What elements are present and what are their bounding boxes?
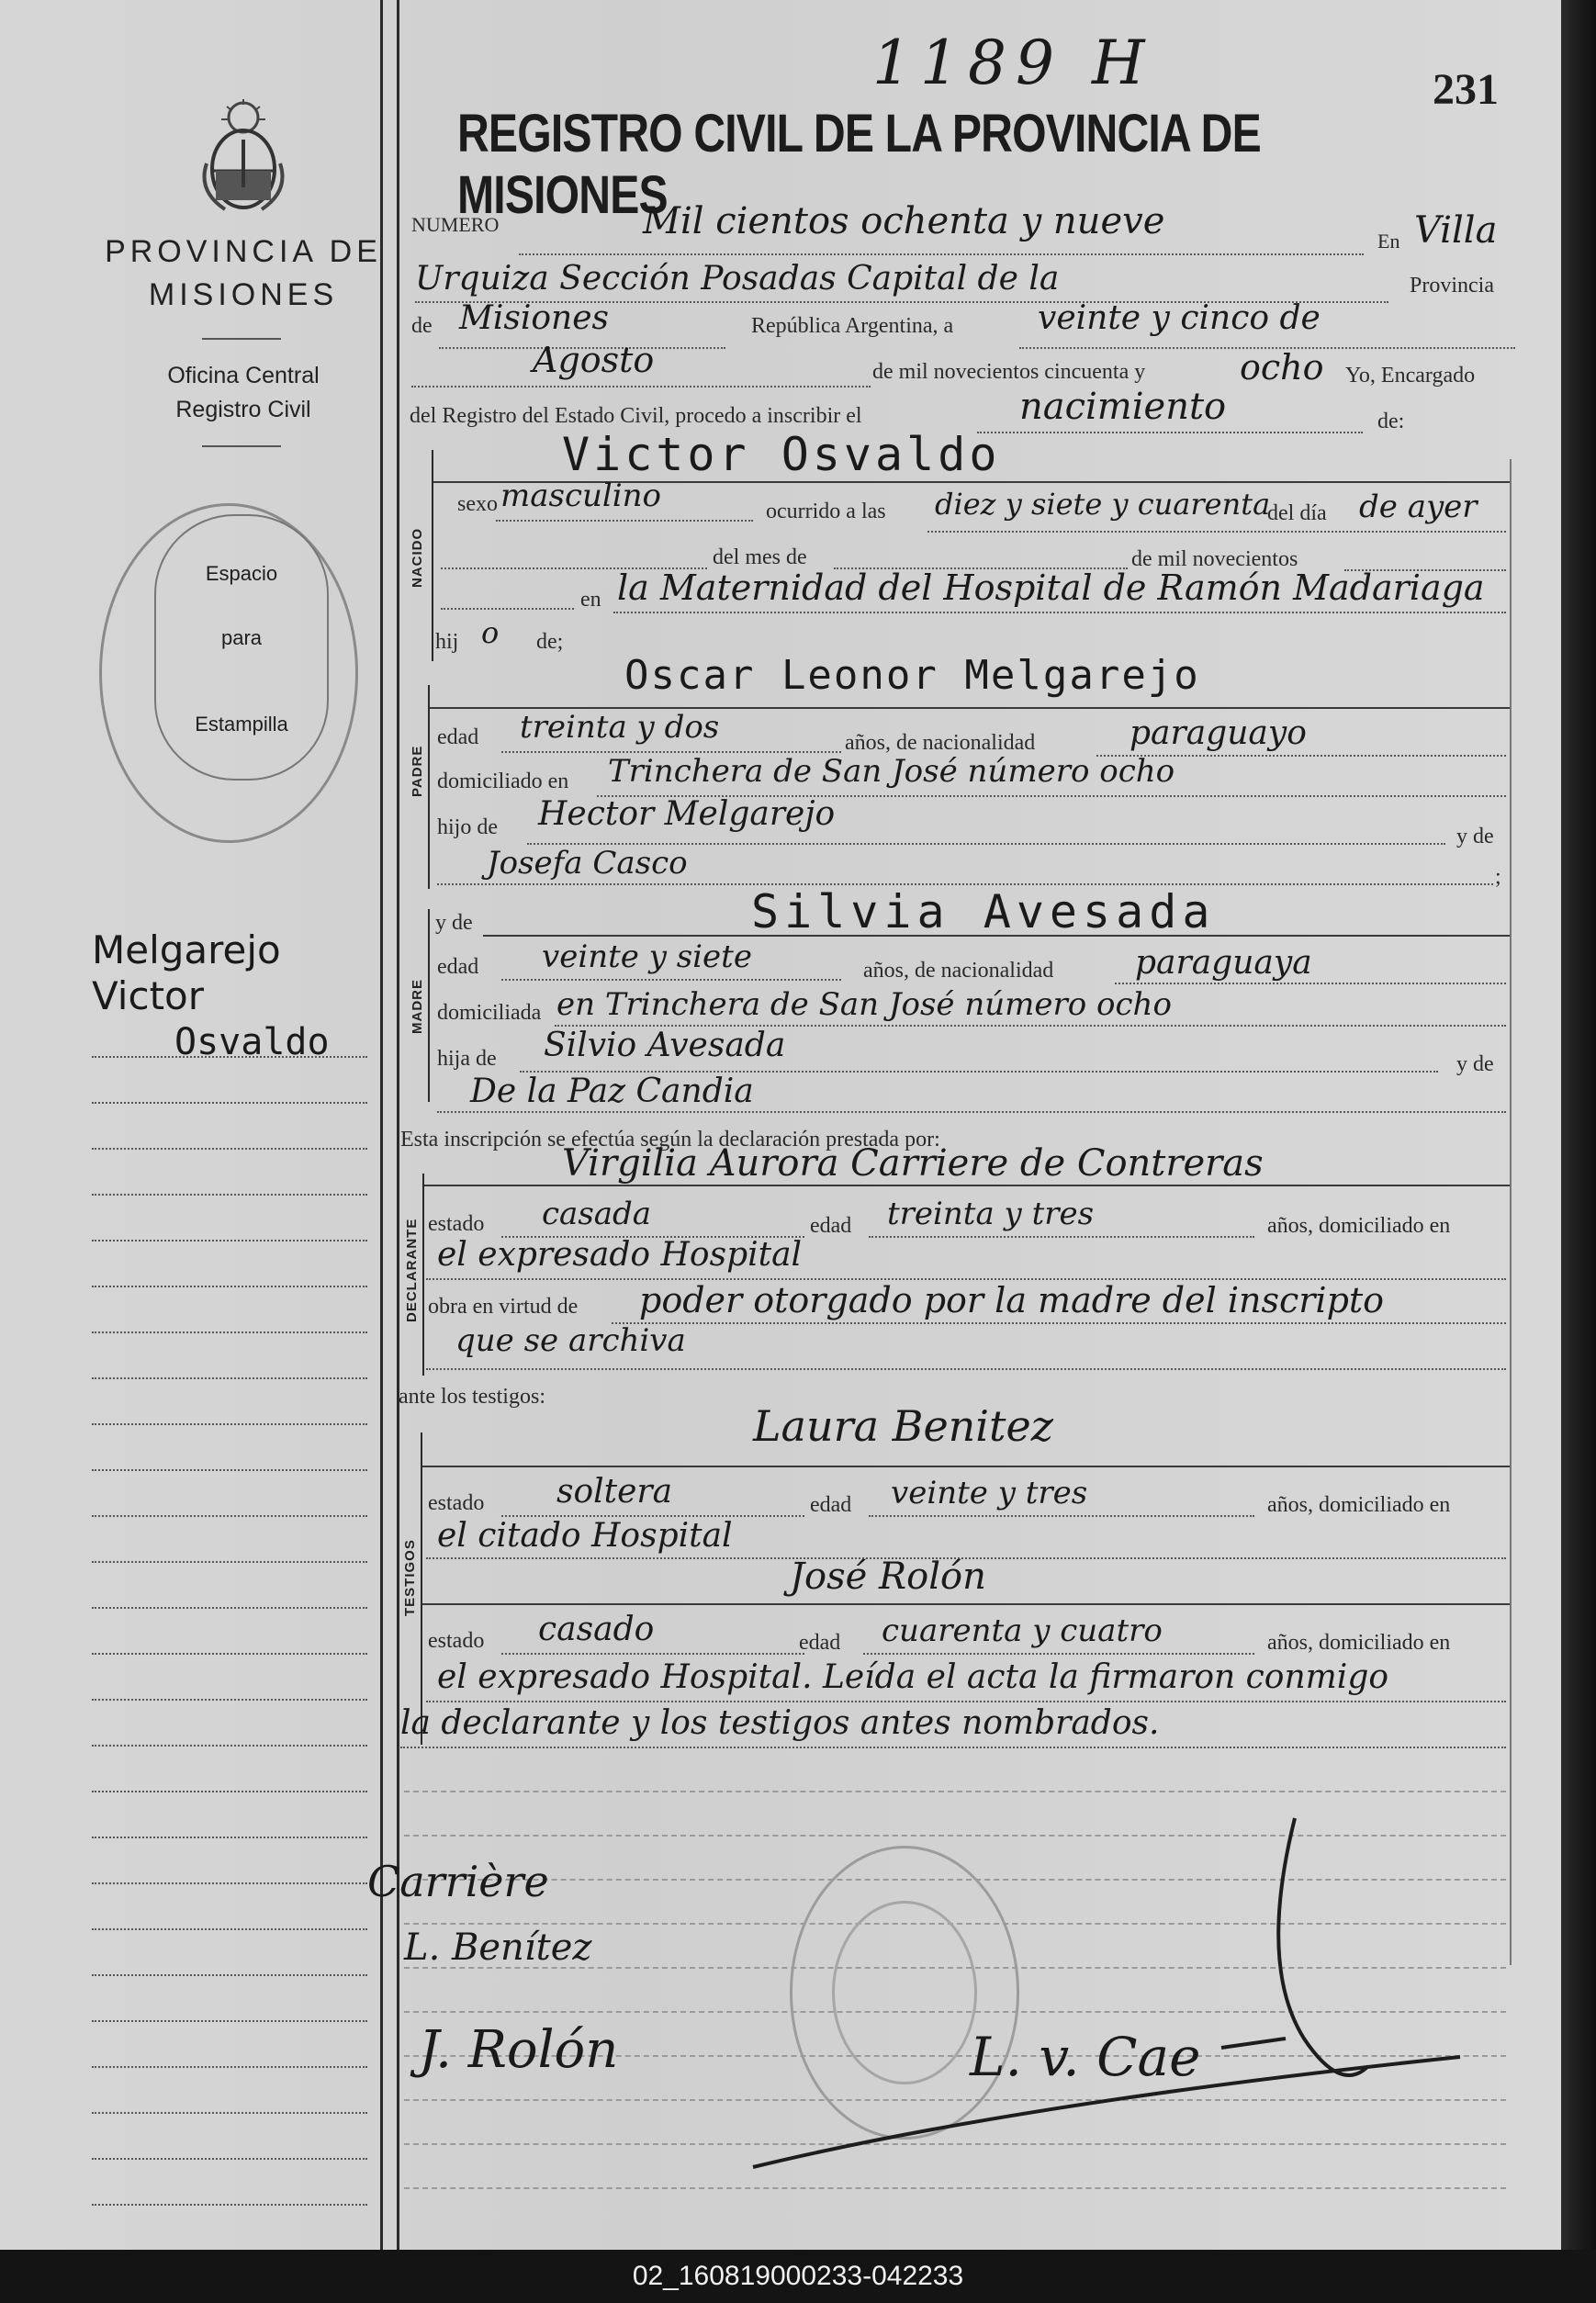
registrar-flourish xyxy=(744,1800,1478,2185)
rule xyxy=(927,531,1506,533)
testigos-intro: ante los testigos: xyxy=(399,1385,545,1409)
rule xyxy=(411,386,871,388)
margin-line xyxy=(92,1837,367,1838)
closing-text: la declarante y los testigos antes nombrados. xyxy=(400,1704,1160,1742)
margin-line xyxy=(92,2112,367,2114)
margin-line xyxy=(92,1974,367,1976)
domicilio-label: años, domiciliado en xyxy=(1267,1493,1451,1517)
margin-line xyxy=(92,1148,367,1150)
folio-number: 231 xyxy=(1433,65,1499,114)
stamp-space-label-1: Espacio xyxy=(205,562,278,585)
rule xyxy=(977,432,1363,433)
stamp-space-label-2: para xyxy=(220,626,263,649)
province-line-2: MISIONES xyxy=(148,277,339,312)
margin-line xyxy=(92,1515,367,1517)
margin-line xyxy=(92,1423,367,1425)
margin-note-surname: Melgarejo xyxy=(92,927,281,972)
mother-name: Silvia Avesada xyxy=(751,885,1216,938)
testigos-label: TESTIGOS xyxy=(402,1539,418,1616)
margin-line xyxy=(92,2020,367,2022)
office-line-2: Registro Civil xyxy=(175,397,311,422)
right-rule xyxy=(1510,459,1512,1965)
domiciliada-label: domiciliada xyxy=(437,1001,542,1025)
domicilio-label: años, domiciliado en xyxy=(1267,1214,1451,1238)
place-value-start: Villa xyxy=(1414,209,1498,252)
divider xyxy=(202,445,281,447)
y-de-label: y de xyxy=(1456,825,1494,848)
numero-value: Mil cientos ochenta y nueve xyxy=(643,200,1165,242)
nacionalidad-label: años, de nacionalidad xyxy=(863,959,1054,983)
image-id: 02_160819000233-042233 xyxy=(632,2261,964,2291)
y-de-label: y de xyxy=(435,911,473,935)
signature-line xyxy=(404,2187,1506,2189)
margin-line xyxy=(92,2204,367,2206)
edad-label: edad xyxy=(810,1493,852,1517)
yo-label: Yo, Encargado xyxy=(1345,364,1476,388)
rule xyxy=(869,1515,1254,1517)
margin-line xyxy=(92,1607,367,1609)
margin-line xyxy=(92,2066,367,2068)
hij-value: o xyxy=(481,615,500,650)
margin-line xyxy=(92,1102,367,1104)
father-age: treinta y dos xyxy=(520,709,720,746)
edad-label: edad xyxy=(799,1631,841,1655)
coat-of-arms-icon xyxy=(197,99,289,217)
mother-age: veinte y siete xyxy=(542,938,752,975)
year-label: de mil novecientos cincuenta y xyxy=(872,360,1146,384)
estado-label: estado xyxy=(428,1629,485,1653)
republica-label: República Argentina, a xyxy=(751,314,954,338)
declarant-status: casada xyxy=(542,1196,652,1232)
dia-value: de ayer xyxy=(1359,489,1478,525)
mother-nationality: paraguaya xyxy=(1135,944,1312,982)
madre-label: MADRE xyxy=(410,979,425,1034)
father-address: Trinchera de San José número ocho xyxy=(608,753,1175,790)
hija-de-label: hija de xyxy=(437,1047,497,1071)
witness-2-status: casado xyxy=(538,1611,655,1648)
rule xyxy=(426,1368,1506,1370)
declarant-name: Virgilia Aurora Carriere de Contreras xyxy=(562,1142,1264,1185)
footer-bar xyxy=(0,2250,1596,2303)
declarant-address: el expresado Hospital xyxy=(437,1236,803,1274)
act-value: nacimiento xyxy=(1019,386,1227,428)
estado-label: estado xyxy=(428,1212,485,1236)
father-nationality: paraguayo xyxy=(1130,714,1307,752)
margin-line xyxy=(92,2158,367,2160)
rule xyxy=(869,1236,1254,1238)
margin-note-name: Victor xyxy=(92,973,205,1018)
margin-line xyxy=(92,1194,367,1196)
mil-label: de mil novecientos xyxy=(1131,547,1298,571)
margin-rule xyxy=(397,0,399,2250)
mother-address: en Trinchera de San José número ocho xyxy=(556,986,1172,1023)
time-value: diez y siete y cuarenta xyxy=(935,487,1271,522)
margin-line xyxy=(92,1377,367,1379)
province-line-1: PROVINCIA DE xyxy=(105,234,382,269)
margin-line xyxy=(92,1561,367,1563)
witness-1-status: soltera xyxy=(556,1473,673,1511)
day-value: veinte y cinco de xyxy=(1038,299,1321,337)
domicilio-label: años, domiciliado en xyxy=(1267,1631,1451,1655)
margin-line xyxy=(92,1331,367,1333)
margin-line xyxy=(92,1882,367,1884)
nacionalidad-label: años, de nacionalidad xyxy=(845,731,1036,755)
margin-line xyxy=(92,1240,367,1241)
margin-line xyxy=(92,1791,367,1792)
section-rule xyxy=(421,1432,422,1745)
en-label: en xyxy=(580,588,601,612)
rule xyxy=(422,1603,1510,1605)
stamp-space-label-3: Estampilla xyxy=(195,713,288,736)
padre-label: PADRE xyxy=(410,745,425,797)
registro-label: del Registro del Estado Civil, procedo a inscribir el xyxy=(410,404,862,428)
edad-label: edad xyxy=(437,955,479,979)
numero-label: NUMERO xyxy=(411,213,500,236)
place-value-cont: Urquiza Sección Posadas Capital de la xyxy=(415,260,1060,298)
margin-line xyxy=(92,1286,367,1287)
sexo-value: masculino xyxy=(500,477,662,514)
rule xyxy=(437,1111,1506,1113)
rule xyxy=(501,1653,804,1655)
rule xyxy=(501,979,841,981)
rule xyxy=(496,520,753,522)
obra-value-2: que se archiva xyxy=(455,1322,686,1359)
stamp-number: 1189 H xyxy=(872,28,1154,98)
witness-2-name: José Rolón xyxy=(790,1556,986,1598)
year-value: ocho xyxy=(1240,347,1324,388)
month-value: Agosto xyxy=(533,340,655,380)
page-edge xyxy=(1561,0,1596,2250)
signature-declarant: Carrière xyxy=(367,1857,549,1906)
en-label: En xyxy=(1377,230,1400,253)
rule xyxy=(424,1185,1510,1186)
rule xyxy=(613,612,1506,613)
maternal-grandmother: De la Paz Candia xyxy=(470,1073,754,1110)
rule xyxy=(422,1466,1510,1467)
hij-label: hij xyxy=(435,630,459,654)
margin-line xyxy=(92,1699,367,1701)
signature-witness-2: J. Rolón xyxy=(419,2020,619,2080)
rule xyxy=(863,1653,1254,1655)
ocurrido-label: ocurrido a las xyxy=(766,500,886,523)
binding-rule xyxy=(380,0,383,2250)
rule xyxy=(426,1701,1506,1702)
edad-label: edad xyxy=(810,1214,852,1238)
paternal-grandmother: Josefa Casco xyxy=(487,845,688,882)
obra-label: obra en virtud de xyxy=(428,1295,579,1319)
witness-1-age: veinte y tres xyxy=(891,1475,1088,1511)
edad-label: edad xyxy=(437,725,479,749)
witness-2-address: el expresado Hospital. Leída el acta la firmaron conmigo xyxy=(437,1658,1389,1696)
y-de-label: y de xyxy=(1456,1052,1494,1076)
margin-line xyxy=(92,1469,367,1471)
declarante-label: DECLARANTE xyxy=(404,1218,420,1322)
margin-line xyxy=(92,1056,367,1058)
rule xyxy=(519,253,1364,255)
hijo-de-label: hijo de xyxy=(437,815,498,839)
rule xyxy=(1115,983,1506,984)
sexo-label: sexo xyxy=(457,492,498,516)
de-label: de xyxy=(411,314,433,338)
estado-label: estado xyxy=(428,1491,485,1515)
obra-value: poder otorgado por la madre del inscripto xyxy=(639,1280,1385,1320)
maternal-grandfather: Silvio Avesada xyxy=(544,1027,786,1064)
provincia-label: Provincia xyxy=(1410,274,1494,298)
domicilio-label: domiciliado en xyxy=(437,770,569,793)
witness-1-name: Laura Benitez xyxy=(753,1401,1053,1451)
declarante-intro: Esta inscripción se efectúa según la declaración prestada por: xyxy=(400,1128,940,1152)
signature-witness-1: L. Benítez xyxy=(404,1927,592,1969)
rule xyxy=(400,1747,1506,1748)
office-line-1: Oficina Central xyxy=(167,363,320,388)
semicolon: ; xyxy=(1495,865,1501,889)
margin-note-name-2: Osvaldo xyxy=(174,1021,330,1063)
paternal-grandfather: Hector Melgarejo xyxy=(538,795,836,833)
declarant-age: treinta y tres xyxy=(887,1196,1095,1232)
witness-1-address: el citado Hospital xyxy=(437,1517,733,1555)
section-rule xyxy=(428,685,430,889)
margin-line xyxy=(92,1928,367,1930)
rule xyxy=(612,1322,1506,1324)
child-name: Victor Osvaldo xyxy=(562,428,1001,481)
nacido-label: NACIDO xyxy=(410,527,425,588)
rule xyxy=(441,608,574,610)
province-value: Misiones xyxy=(459,299,610,337)
signature-registrar: L. v. Cae xyxy=(970,2026,1201,2088)
section-rule xyxy=(428,909,430,1102)
birth-place-value: la Maternidad del Hospital de Ramón Madariaga xyxy=(617,567,1485,608)
signature-line xyxy=(404,1791,1506,1792)
mes-label: del mes de xyxy=(713,545,807,569)
margin-line xyxy=(92,1653,367,1655)
page-title: REGISTRO CIVIL DE LA PROVINCIA DE MISIONES xyxy=(457,104,1261,225)
de-colon-label: de: xyxy=(1377,410,1405,433)
hij-de-label: de; xyxy=(536,630,564,654)
divider xyxy=(202,338,281,340)
margin-line xyxy=(92,1745,367,1747)
section-rule xyxy=(422,1174,424,1376)
father-name: Oscar Leonor Melgarejo xyxy=(624,652,1200,699)
rule xyxy=(483,935,1510,937)
dia-label: del día xyxy=(1267,501,1327,525)
witness-2-age: cuarenta y cuatro xyxy=(882,1612,1163,1649)
